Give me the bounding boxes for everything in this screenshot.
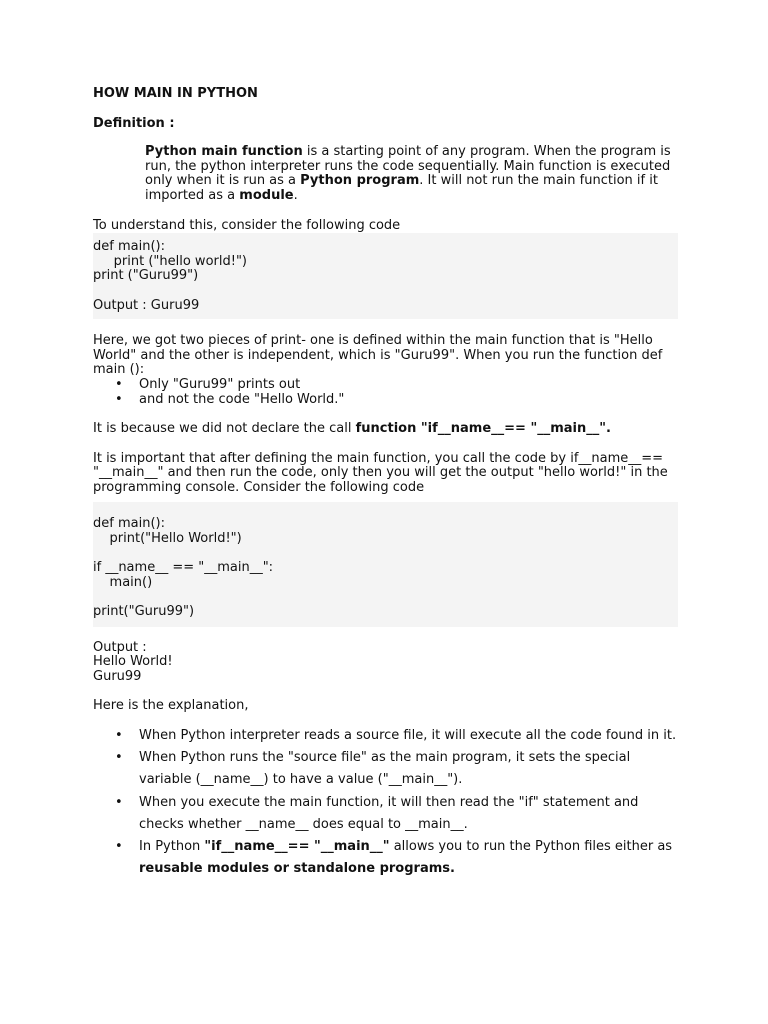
explanation-paragraph: Here, we got two pieces of print- one is defined within the main function that is "Hello World" and the other is independent, which is "Guru99". When you run the function def main (): — [93, 333, 667, 378]
bullet-icon: • — [115, 750, 123, 766]
document-title: HOW MAIN IN PYTHON — [93, 86, 258, 101]
definition-label: Definition : — [93, 115, 175, 131]
definition-bold-module: module — [239, 187, 294, 203]
definition-paragraph — [93, 145, 678, 203]
definition-text-1: is a starting point of any program. When the program is run, the python interpreter runs the code sequentially. Main function is executed only when it is run as a — [145, 144, 675, 189]
list-item-text: allows you to run the Python files either as — [389, 839, 673, 855]
list-item — [93, 747, 678, 791]
intro-paragraph: To understand this, consider the following code — [93, 217, 401, 233]
list-item — [93, 792, 678, 836]
definition-term: Python main function — [145, 144, 303, 160]
code-blank-line — [93, 284, 678, 299]
list-item-text: and not the code "Hello World." — [139, 391, 345, 407]
declare-call-bold: function "if__name__== "__main__". — [355, 421, 611, 437]
important-paragraph: It is important that after defining the main function, you call the code by if__name__== "__main__" and then run the code, only then you will get the output "hello world!" in the programming console. Consider the following code — [93, 450, 672, 495]
code-blank-line — [93, 547, 678, 562]
code-line: print("Hello World!") — [93, 531, 242, 547]
code-block-1 — [93, 233, 678, 319]
bullet-icon: • — [115, 376, 123, 392]
bullet-icon: • — [115, 728, 123, 743]
output-line: Guru99 — [93, 668, 142, 684]
output-label: Output : — [93, 639, 147, 655]
definition-text-2: . It will not run the main function if it imported as a — [145, 173, 663, 203]
list-item — [93, 836, 678, 880]
code-line: def main(): — [93, 516, 165, 532]
bullet-icon: • — [115, 794, 123, 810]
list-item — [93, 393, 678, 408]
list-item-text: When Python runs the "source file" as the main program, it sets the special variable (__name__) to have a value ("__main__"). — [139, 750, 631, 788]
declare-call-text: It is because we did not declare the call — [93, 421, 356, 437]
list-item-text: Only "Guru99" prints out — [139, 376, 301, 392]
list-item-bold: "if__name__== "__main__" — [204, 839, 390, 855]
code-line: print ("Guru99") — [93, 268, 199, 284]
explanation-intro: Here is the explanation, — [93, 698, 249, 714]
output-line: Hello World! — [93, 654, 173, 670]
code-blank-line — [93, 590, 678, 605]
bullet-icon: • — [115, 391, 123, 407]
list-item — [93, 725, 678, 747]
definition-bold-python-program: Python program — [300, 173, 420, 189]
bullet-list-1 — [93, 378, 678, 407]
code-line: if __name__ == "__main__": — [93, 560, 274, 576]
list-item-text: In Python — [139, 839, 205, 855]
bullet-list-2 — [93, 725, 678, 880]
definition-text-3: . — [293, 187, 298, 203]
output-block — [93, 641, 678, 685]
list-item — [93, 378, 678, 393]
declare-call-paragraph — [93, 422, 678, 437]
code-block-2 — [93, 502, 678, 626]
code-output-line: Output : Guru99 — [93, 297, 200, 313]
code-line: main() — [93, 574, 153, 590]
code-line: print("Guru99") — [93, 604, 195, 620]
document-page — [93, 87, 678, 880]
list-item-bold: reusable modules or standalone programs. — [139, 861, 455, 877]
bullet-icon: • — [115, 839, 123, 855]
list-item-text: When Python interpreter reads a source file, it will execute all the code found in it. — [139, 728, 677, 743]
list-item-text: When you execute the main function, it will then read the "if" statement and checks whether __name__ does equal to __main__. — [139, 794, 639, 832]
code-line: def main(): — [93, 239, 165, 255]
code-line: print ("hello world!") — [93, 253, 247, 269]
